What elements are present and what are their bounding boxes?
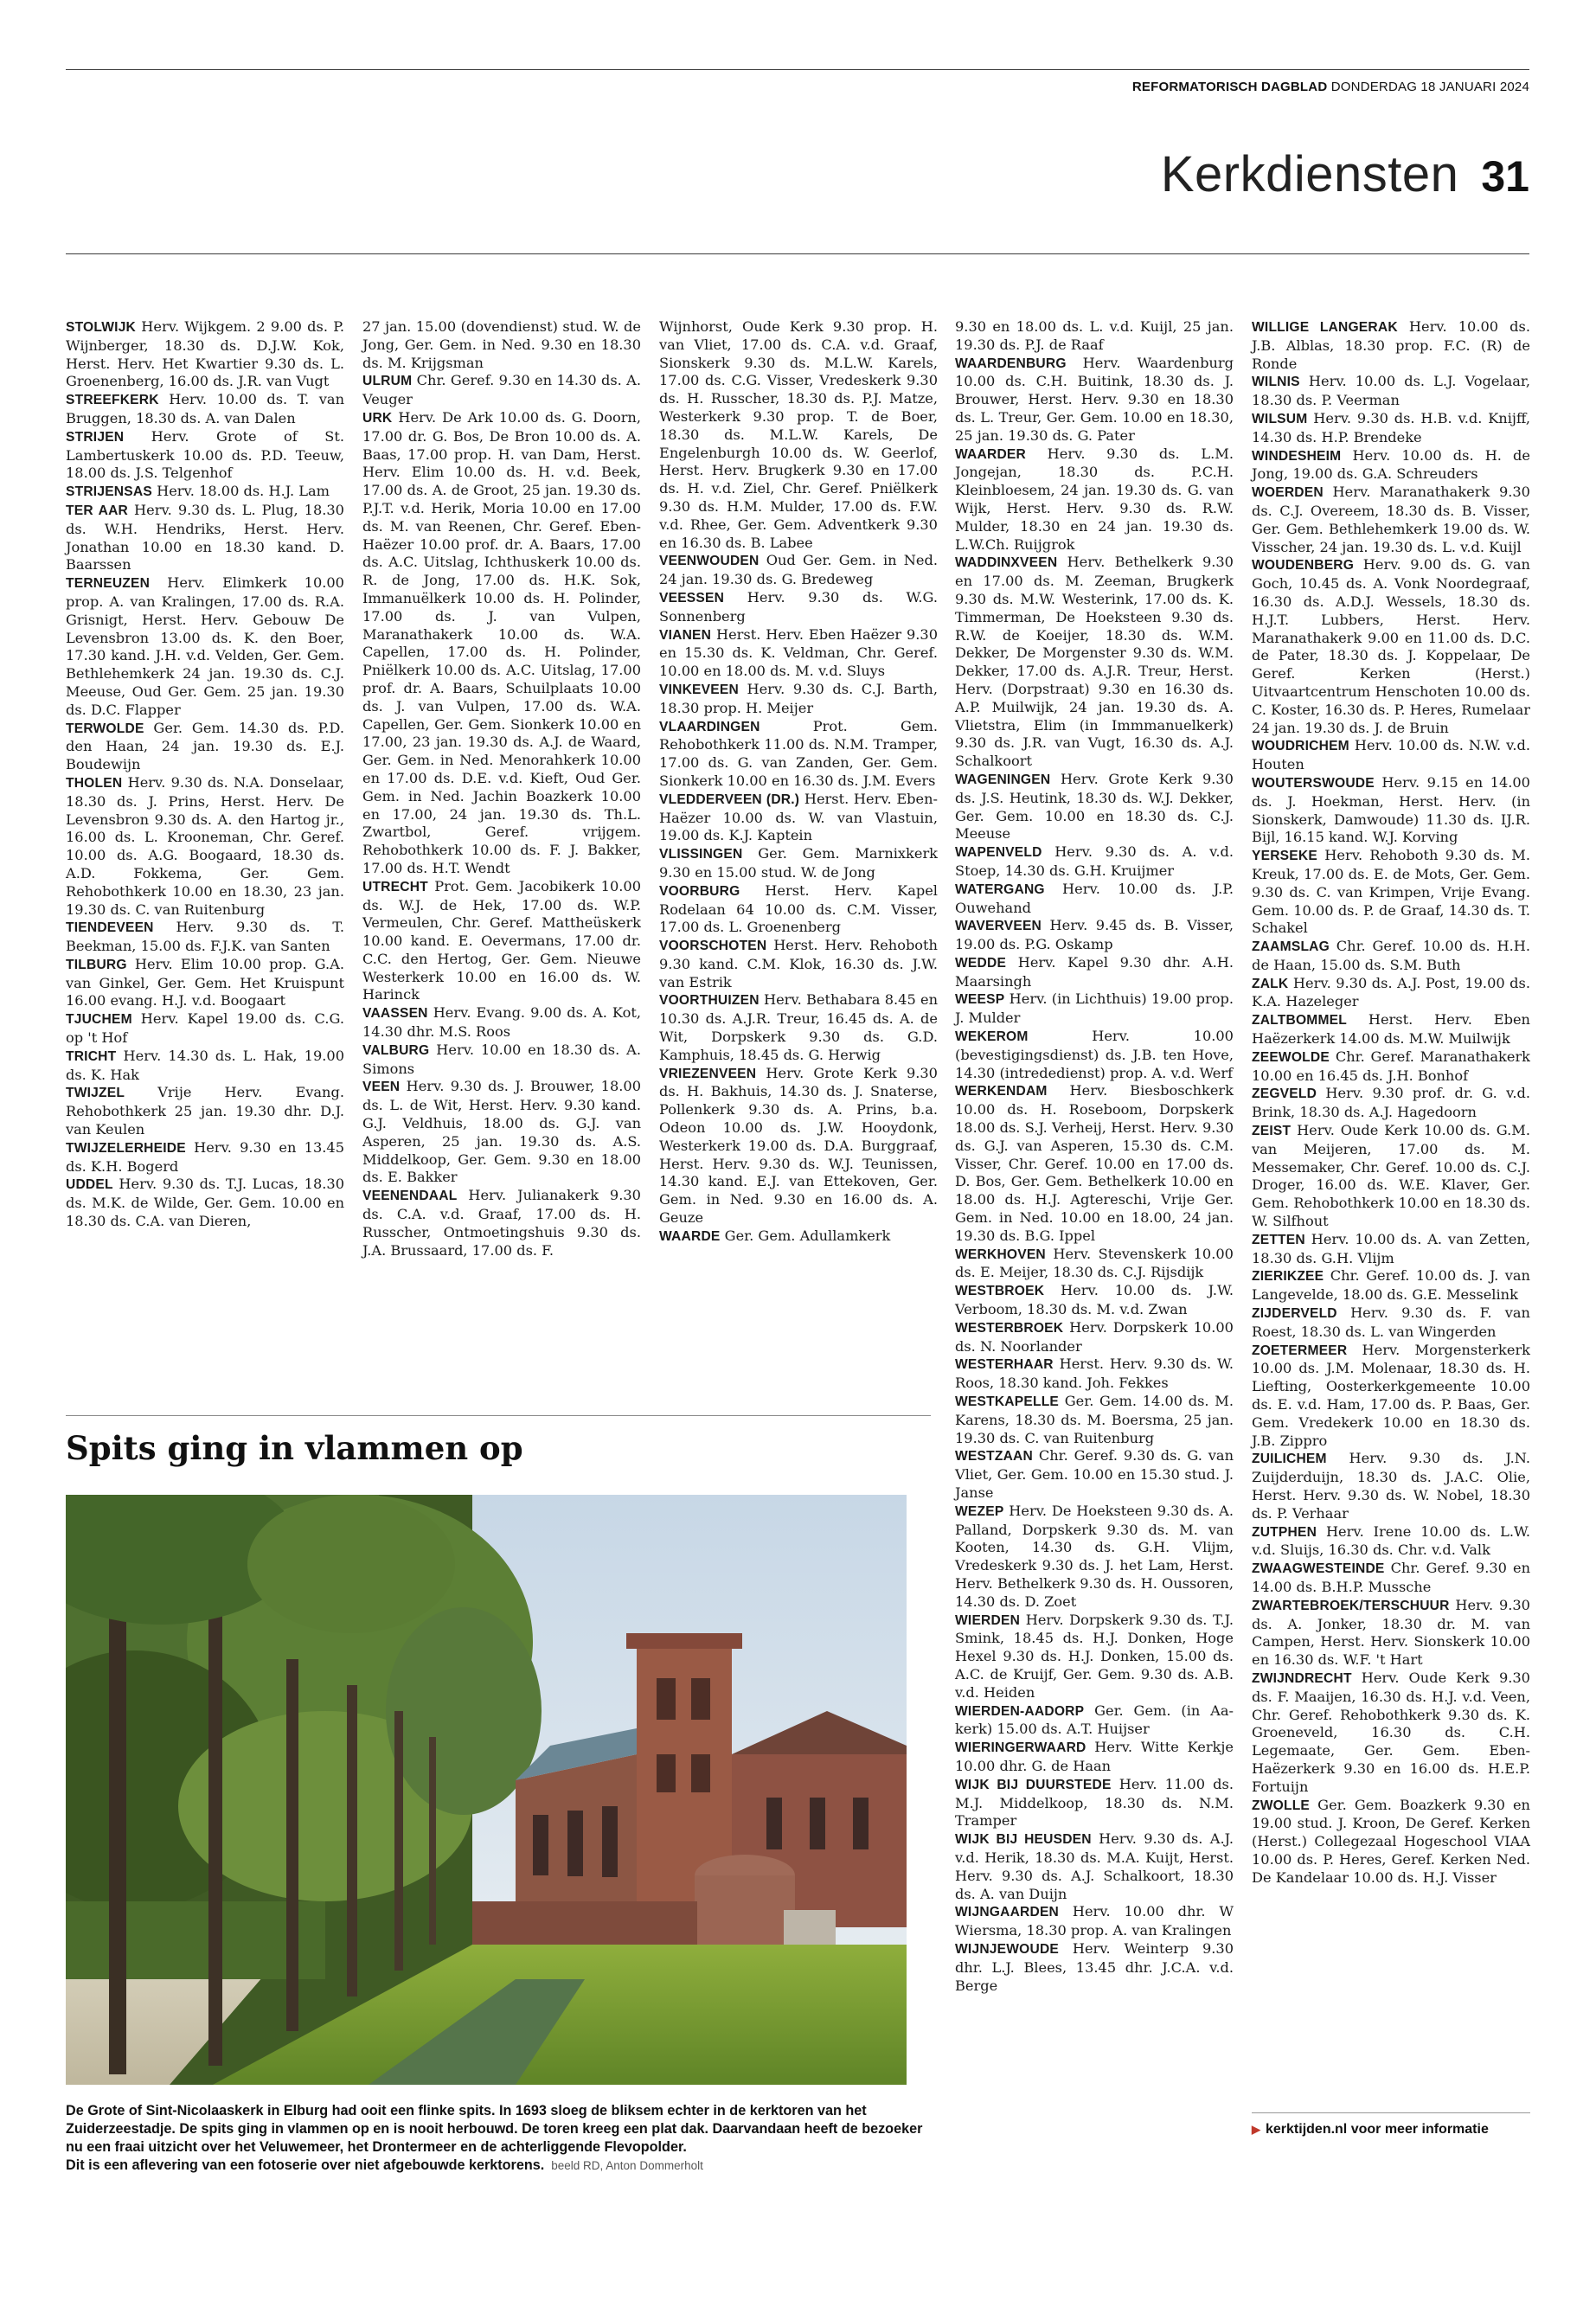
listing-entry	[659, 845, 938, 882]
listing-place: ZEEWOLDE	[1252, 1049, 1330, 1065]
listing-entry	[66, 774, 344, 919]
listing-entry	[362, 1042, 641, 1079]
kerktijden-link[interactable]	[1252, 2122, 1489, 2138]
church-photo	[66, 1495, 907, 2085]
listing-entry	[659, 991, 938, 1064]
listing-entry	[955, 1739, 1234, 1776]
listing-text: Herv. 9.30 ds. N.A. Donselaar, 18.30 ds. J. Prins, Herst. Herv. De Levensbron 9.30 ds. A. den Hartog jr., 16.00 ds. L. Krooneman, Chr. Geref. 10.00 ds. A.G. Boogaard, 18.30 ds. A.D. Fokkema, Ger. Gem. Rehobothkerk 10.00 en 18.30, 23 jan. 19.30 ds. C. van Ruitenburg	[66, 773, 344, 918]
listing-entry	[66, 1084, 344, 1138]
listing-entry	[659, 626, 938, 681]
listing-entry	[1252, 447, 1530, 484]
listing-place: WESTKAPELLE	[955, 1394, 1060, 1410]
listing-place: WESTBROEK	[955, 1284, 1045, 1299]
listing-text: Herv. Wijkgem. 2 9.00 ds. P. Wijnberger, 18.30 ds. D.J.W. Kok, Herst. Herv. Het Kwartier 9.30 ds. L. Groenenberg, 16.00 ds. J.R. van Vugt	[66, 318, 344, 390]
listing-text: Herv. Rehoboth 9.30 ds. M. Kreuk, 17.00 ds. E. de Mots, Ger. Gem. 9.30 ds. C. van Krimpen, Vrije Evang. Gem. 10.00 ds. P. de Graaf, 14.30 ds. T. Schakel	[1252, 847, 1530, 937]
listing-place: VEESSEN	[659, 590, 725, 606]
listing-text: Herv. Oude Kerk 9.30 ds. F. Maaijen, 16.30 ds. H.J. v.d. Veen, Chr. Geref. Rehobothkerk 9.30 ds. K. Groeneveld, 16.30 ds. C.H. Legemaate, Ger. Gem. Eben-Haëzerkerk 9.30 en 16.00 ds. H.E.P. Fortuijn	[1252, 1669, 1530, 1795]
listing-text: Herv. Elim 10.00 prop. G.A. van Ginkel, Ger. Gem. Het Kruispunt 16.00 evang. H.J. v.d. Boogaart	[66, 955, 344, 1009]
listing-column-1	[66, 318, 344, 1231]
listing-text: Vrije Herv. Evang. Rehobothkerk 25 jan. 19.30 dhr. D.J. van Keulen	[66, 1084, 344, 1138]
listing-text: Herst. Herv. 9.30 ds. W. Roos, 18.30 kand. Joh. Fekkes	[955, 1356, 1234, 1392]
listing-entry	[1252, 737, 1530, 774]
listing-place: WOUDENBERG	[1252, 558, 1355, 574]
listing-text: Herv. 9.45 ds. B. Visser, 19.00 ds. P.G. Oskamp	[955, 917, 1234, 953]
listing-place: TERWOLDE	[66, 721, 144, 736]
listing-text: Herv. Bethabara 8.45 en 10.30 ds. A.J.R. Treur, 16.45 ds. A. de Wit, Dorpskerk 9.30 ds. G.D. Kamphuis, 18.45 ds. G. Herwig	[659, 991, 938, 1063]
header-rule	[66, 253, 1529, 254]
listing-text: Herv. 10.00 ds. A. van Zetten, 18.30 ds. G.H. Vlijm	[1252, 1230, 1530, 1266]
listing-place: ZETTEN	[1252, 1232, 1305, 1247]
listing-text: Herv. Grote of St. Lambertuskerk 10.00 ds. P.D. Teeuw, 18.00 ds. J.S. Telgenhof	[66, 427, 345, 482]
listing-place: ZWOLLE	[1252, 1798, 1311, 1813]
listing-entry	[66, 318, 344, 391]
listing-entry	[659, 1065, 938, 1227]
listing-text: Herv. Maranathakerk 9.30 ds. C.J. Overeem, 18.30 ds. B. Visser, Ger. Gem. Bethlehemkerk 19.00 ds. W. Visscher, 24 jan. 19.30 ds. L. v.d. Kuijl	[1252, 484, 1530, 555]
listing-entry	[955, 1246, 1234, 1283]
listing-place: WEESP	[955, 992, 1005, 1008]
listing-place: TWIJZELERHEIDE	[66, 1140, 186, 1156]
listing-place: WILSUM	[1252, 411, 1308, 426]
listing-text: Herv. 10.00 ds. L.J. Vogelaar, 18.30 ds. P. Veerman	[1252, 373, 1530, 409]
listing-text: Herv. 10.00 (bevestigingsdienst) ds. J.B. ten Hove, 14.30 (intrededienst) prop. A. v.d. Werf	[955, 1028, 1234, 1081]
listing-text: Herv. Bethelkerk 9.30 en 17.00 ds. M. Zeeman, Brugkerk 9.30 ds. M.W. Westerink, 17.00 ds. K. Timmerman, De Hoeksteen 9.30 ds. R.W. de Koeijer, 18.30 ds. W.M. Dekker, De Morgenster 9.30 ds. W.M. Dekker, 17.00 ds. A.J.R. Treur, Herst. Herv. (Dorpstraat) 9.30 en 16.30 ds. A.P. Muilwijk, 24 jan. 19.30 ds. A. Vlietstra, Elim (in Immmanuelkerk) 9.30 ds. J.R. van Vugt, 16.30 ds. A.J. Schalkoort	[955, 554, 1234, 770]
listing-text: Herv. Evang. 9.00 ds. A. Kot, 14.30 dhr. M.S. Roos	[362, 1004, 641, 1041]
listing-entry	[1252, 1085, 1530, 1122]
listing-place: WAGENINGEN	[955, 772, 1051, 787]
listing-entry	[362, 1078, 641, 1187]
listing-entry	[362, 1004, 641, 1042]
listing-place: WIJK BIJ HEUSDEN	[955, 1832, 1092, 1848]
listing-entry	[66, 502, 344, 574]
listing-place: VOORSCHOTEN	[659, 939, 767, 954]
listing-entry	[659, 718, 938, 791]
listing-place: WAARDER	[955, 446, 1026, 462]
listing-place: TRICHT	[66, 1048, 117, 1064]
listing-text: Herv. Elimkerk 10.00 prop. A. van Kralingen, 17.00 ds. R.A. Grisnigt, Herst. Herv. Gebouw De Levensbron 13.00 ds. K. den Boer, 17.30 kand. J.H. v.d. Velden, Ger. Gem. Bethlehemkerk 24 jan. 19.30 ds. C.J. Meeuse, Oud Ger. Gem. 25 jan. 19.30 ds. D.C. Flapper	[66, 574, 344, 718]
listing-text: Herv. 9.30 en 13.45 ds. K.H. Bogerd	[66, 1138, 344, 1175]
listing-entry	[659, 318, 938, 552]
masthead	[1132, 80, 1529, 94]
photo-headline: Spits ging in vlammen op	[66, 1429, 523, 1467]
listing-place: VLEDDERVEEN (DR.)	[659, 792, 800, 807]
listing-entry	[955, 1940, 1234, 1995]
listing-text: Herv. 10.00 dhr. W Wiersma, 18.30 prop. A. van Kralingen	[955, 1903, 1234, 1939]
listing-text: Herv. Oude Kerk 10.00 ds. G.M. van Meijeren, 17.00 ds. M. Messemaker, Chr. Geref. 10.00 ds. C.J. Droger, 16.00 ds. W.E. Klaver, Ger. Gem. Rehobothkerk 10.00 en 18.30 ds. W. Silfhout	[1252, 1122, 1530, 1230]
listing-text: Herv. 9.30 ds. A. Jonker, 18.30 dr. M. van Campen, Herst. Herv. Sionskerk 10.00 en 16.30 ds. W.F. 't Hart	[1252, 1596, 1530, 1669]
listing-text: Herv. Julianakerk 9.30 ds. C.A. v.d. Graaf, 17.00 ds. H. Russcher, Ontmoetingshuis 9.30 ds. J.A. Brussaard, 17.00 ds. F.	[362, 1187, 641, 1259]
arrow-right-icon: ▶	[1252, 2123, 1260, 2136]
listing-place: ZIJDERVELD	[1252, 1306, 1337, 1322]
listing-place: VEENENDAAL	[362, 1189, 458, 1204]
listing-entry	[659, 552, 938, 589]
listing-entry	[1252, 1797, 1530, 1888]
listing-entry	[1252, 484, 1530, 556]
listing-place: WOERDEN	[1252, 485, 1324, 501]
listing-entry	[955, 1356, 1234, 1393]
listing-text: 27 jan. 15.00 (dovendienst) stud. W. de Jong, Ger. Gem. in Ned. 9.30 en 18.30 ds. M. Krijgsman	[362, 318, 641, 371]
listing-text: Oud Ger. Gem. in Ned. 24 jan. 19.30 ds. G. Bredeweg	[659, 552, 938, 588]
listing-entry	[1252, 1231, 1530, 1268]
listing-place: STRIJEN	[66, 429, 125, 445]
listing-entry	[1252, 1304, 1530, 1342]
listing-place: WESTZAAN	[955, 1449, 1033, 1465]
listing-place: VAASSEN	[362, 1006, 428, 1022]
listing-place: TJUCHEM	[66, 1012, 132, 1028]
listing-place: WIJNJEWOUDE	[955, 1941, 1060, 1957]
listing-entry	[1252, 1670, 1530, 1797]
listing-text: Herv. 14.30 ds. L. Hak, 19.00 ds. K. Hak	[66, 1047, 344, 1083]
listing-text: Chr. Geref. 10.00 ds. H.H. de Haan, 15.00 ds. S.M. Buth	[1252, 938, 1530, 973]
listing-entry	[362, 409, 641, 878]
listing-entry	[1252, 373, 1530, 410]
listing-place: WAARDENBURG	[955, 356, 1067, 371]
listing-text: Herv. 9.30 ds. H.B. v.d. Knijff, 14.30 ds. H.P. Brendeke	[1252, 409, 1530, 445]
photo-caption	[66, 2102, 931, 2175]
listing-text: Herv. 9.00 ds. G. van Goch, 10.45 ds. A. Vonk Noordegraaf, 16.30 ds. A.D.J. Wessels, 18.30 ds. H.J.T. Lubbers, Herst. Herv. Maranathakerk 9.00 en 11.00 ds. D.C. de Pater, 18.30 ds. J. Koppelaar, De Geref. Kerken (Herst.) Uitvaartcentrum Henschoten 10.00 ds. C. Koster, 16.30 ds. P. Heres, Rumelaar 24 jan. 19.30 ds. J. de Bruin	[1252, 556, 1530, 736]
listing-place: YERSEKE	[1252, 849, 1317, 864]
section-title: Kerkdiensten	[1160, 146, 1459, 202]
listing-entry	[659, 1227, 938, 1247]
listing-entry	[362, 878, 641, 1005]
listing-place: WEKEROM	[955, 1029, 1029, 1045]
listing-entry	[66, 391, 344, 428]
listing-column-5	[1252, 318, 1530, 1888]
listing-text: Herv. 9.30 ds. L.M. Jongejan, 18.30 ds. P.C.H. Kleinbloesem, 24 jan. 19.30 ds. G. van Wijk, Herst. Herv. 9.30 ds. R.W. Mulder, 18.30 en 24 jan. 19.30 ds. L.W.Ch. Ruijgrok	[955, 445, 1234, 553]
listing-place: WILLIGE LANGERAK	[1252, 320, 1398, 335]
listing-entry	[1252, 1267, 1530, 1304]
listing-place: WADDINXVEEN	[955, 555, 1058, 571]
listing-entry	[955, 990, 1234, 1028]
listing-text: Herv. 9.30 ds. L. Plug, 18.30 ds. W.H. Hendriks, Herst. Herv. Jonathan 10.00 en 18.30 kand. D. Baarssen	[66, 501, 344, 574]
listing-place: WILNIS	[1252, 375, 1300, 390]
listing-entry	[66, 574, 344, 719]
listing-place: TILBURG	[66, 957, 127, 972]
listing-place: VLISSINGEN	[659, 847, 743, 862]
listing-entry	[659, 791, 938, 845]
listing-text: Herv. 9.30 ds. J. Brouwer, 18.00 ds. L. de Wit, Herst. Herv. 9.30 kand. G.J. Veldhuis, 18.00 ds. G.J. van Asperen, 25 jan. 19.30 ds. A.S. Middelkoop, Ger. Gem. 9.30 en 18.00 ds. E. Bakker	[362, 1078, 641, 1186]
footer-rule	[1252, 2112, 1530, 2113]
listing-place: ULRUM	[362, 374, 413, 389]
listing-place: TER AAR	[66, 503, 128, 518]
listing-text: Herv. Kapel 19.00 ds. C.G. op 't Hof	[66, 1010, 345, 1047]
listing-column-4	[955, 318, 1234, 1995]
listing-text: 9.30 en 18.00 ds. L. v.d. Kuijl, 25 jan. 19.30 ds. P.J. de Raaf	[955, 318, 1234, 353]
listing-text: Herst. Herv. Kapel Rodelaan 64 10.00 ds. C.M. Visser, 17.00 ds. L. Groenenberg	[659, 881, 938, 936]
listing-place: WERKENDAM	[955, 1084, 1048, 1099]
listing-entry	[1252, 1342, 1530, 1451]
listing-entry	[66, 1010, 344, 1048]
paper-name: REFORMATORISCH DAGBLAD	[1131, 80, 1328, 94]
listing-place: THOLEN	[66, 775, 123, 791]
listing-entry	[66, 720, 344, 774]
listing-place: VIANEN	[659, 627, 712, 643]
listing-text: Herv. 9.30 ds. A. v.d. Stoep, 14.30 ds. G.H. Kruijmer	[955, 843, 1234, 879]
listing-entry	[66, 919, 344, 956]
listing-place: WIERDEN	[955, 1612, 1021, 1628]
listing-place: WAARDE	[659, 1228, 721, 1244]
listing-place: VEENWOUDEN	[659, 554, 760, 569]
listing-entry	[955, 1830, 1234, 1903]
listing-place: ZALK	[1252, 976, 1289, 991]
listing-place: STREEFKERK	[66, 393, 159, 408]
listing-text: Herv. Weinterp 9.30 dhr. L.J. Blees, 13.45 dhr. J.C.A. v.d. Berge	[955, 1939, 1234, 1994]
listing-text: Herv. De Ark 10.00 ds. G. Doorn, 17.00 dr. G. Bos, De Bron 10.00 ds. A. Baas, 17.00 prop. H. van Dam, Herst. Herv. Elim 10.00 ds. H. v.d. Beek, 17.00 ds. A. de Groot, 25 jan. 19.30 ds. P.J.T. v.d. Herik, Moria 10.00 en 17.00 ds. M. van Reenen, Chr. Geref. Eben-Haëzer 10.00 prof. dr. A. Baars, 17.00 ds. A.C. Uitslag, Ichthuskerk 10.00 ds. R. de Jong, 17.00 ds. H.K. Sok, Immanuëlkerk 10.00 ds. H. Polinder, 17.00 ds. J. van Vulpen, Maranathakerk 10.00 ds. W.A. Capellen, 17.00 ds. H. Polinder, Pniëlkerk 10.00 ds. A.C. Uitslag, 17.00 prof. dr. A. Baars, Schuilplaats 10.00 ds. J. van Vulpen, 17.00 ds. W.A. Capellen, Ger. Gem. Sionkerk 10.00 en 17.00, 23 jan. 19.30 ds. A.J. de Waard, Ger. Gem. in Ned. Menorahkerk 10.00 en 17.00 ds. D.E. v.d. Kieft, Oud Ger. Gem. in Ned. Jachin Boazkerk 10.00 en 17.00, 24 jan. 19.30 ds. Th.L. Zwartbol, Geref. vrijgem. Rehobothkerk 10.00 ds. F. J. Bakker, 17.00 ds. H.T. Wendt	[362, 408, 642, 876]
listing-entry	[659, 882, 938, 937]
listing-entry	[955, 1028, 1234, 1082]
listing-text: Herv. 10.00 ds. H. de Jong, 19.00 ds. G.A. Schreuders	[1252, 446, 1530, 483]
listing-entry	[955, 1082, 1234, 1245]
listing-place: STRIJENSAS	[66, 484, 152, 500]
listing-place: VOORTHUIZEN	[659, 993, 760, 1009]
listing-text: Ger. Gem. 14.00 ds. M. Karens, 18.30 ds. M. Boersma, 25 jan. 19.30 ds. C. van Ruitenburg	[955, 1393, 1234, 1446]
listing-entry	[955, 1282, 1234, 1319]
listing-entry	[955, 843, 1234, 881]
listing-text: Herv. 9.15 en 14.00 ds. J. Hoekman, Herst. Herv. (in Sionskerk, Damwoude) 11.30 ds. IJ.R. Bijl, 16.15 kand. W.J. Korving	[1252, 773, 1530, 846]
listing-column-3	[659, 318, 938, 1247]
listing-place: ZIERIKZEE	[1252, 1269, 1324, 1285]
listing-text: Herv. 9.30 ds. T.J. Lucas, 18.30 ds. M.K. de Wilde, Ger. Gem. 10.00 en 18.30 ds. C.A. van Dieren,	[66, 1176, 344, 1230]
listing-entry	[66, 1139, 344, 1176]
listing-entry	[955, 1319, 1234, 1356]
listing-text: Herv. Grote Kerk 9.30 ds. J.S. Heutink, 18.30 ds. W.J. Dekker, Ger. Gem. 10.00 en 18.30 ds. C.J. Meeuse	[955, 770, 1234, 843]
listing-place: TERNEUZEN	[66, 576, 151, 592]
listing-place: WEDDE	[955, 955, 1007, 971]
listing-place: UDDEL	[66, 1177, 113, 1193]
listing-text: Herst. Herv. Eben Haëzerkerk 14.00 ds. M.W. Muilwijk	[1252, 1011, 1530, 1048]
kerktijden-link-text[interactable]: kerktijden.nl voor meer informatie	[1266, 2122, 1489, 2137]
listing-text: Ger. Gem. Marnixkerk 9.30 en 15.00 stud. W. de Jong	[659, 845, 938, 881]
listing-place: ZWIJNDRECHT	[1252, 1670, 1352, 1686]
listing-place: URK	[362, 410, 393, 426]
listing-entry	[66, 1048, 344, 1085]
listing-text: Ger. Gem. Adullamkerk	[724, 1227, 891, 1244]
listing-entry	[1252, 1597, 1530, 1670]
listing-entry	[955, 954, 1234, 991]
caption-text: De Grote of Sint-Nicolaaskerk in Elburg had ooit een flinke spits. In 1693 sloeg de bliksem echter in de kerktoren van het Zuiderzeestadje. De spits ging in vlammen op en is nooit herbouwd. De toren kreeg een plat dak. Daarvandaan heeft de bezoeker nu een fraai uitzicht over het Veluwemeer, het Drontermeer en de achterliggende Flevopolder.	[66, 2103, 923, 2155]
top-rule	[66, 69, 1529, 70]
listing-text: Herv. 9.30 prof. dr. G. v.d. Brink, 18.30 ds. A.J. Hagedoorn	[1252, 1085, 1530, 1121]
listing-place: WESTERBROEK	[955, 1320, 1064, 1336]
listing-text: Herst. Herv. Eben Haëzer 9.30 en 15.30 ds. K. Veldman, Chr. Geref. 10.00 en 18.00 ds. M. v.d. Sluys	[659, 625, 938, 680]
listing-entry	[66, 956, 344, 1010]
listing-text: Ger. Gem. Boazkerk 9.30 en 19.00 stud. J. Kroon, De Geref. Kerken (Herst.) Collegezaal Hogeschool VIAA 10.00 ds. P. Heres, Geref. Kerken Ned. De Kandelaar 10.00 ds. H.J. Visser	[1252, 1796, 1530, 1886]
listing-text: Herv. Biesboschkerk 10.00 ds. H. Roseboom, Dorpskerk 18.00 ds. S.J. Verheij, Herst. Herv. 9.30 ds. G.J. van Asperen, 15.30 ds. C.M. Visser, Chr. Geref. 10.00 en 17.00 ds. D. Bos, Ger. Gem. Bethelkerk 10.00 en 18.00 ds. H.J. Agtereschi, Vrije Ger. Gem. in Ned. 10.00 en 18.00, 24 jan. 19.30 ds. B.G. Ippel	[955, 1082, 1234, 1244]
caption-series-note	[66, 2157, 931, 2175]
listing-text: Herv. 11.00 ds. M.J. Middelkoop, 18.30 ds. N.M. Tramper	[955, 1775, 1234, 1830]
listing-text: Herv. 10.00 en 18.30 ds. A. Simons	[362, 1041, 641, 1077]
listing-text: Herv. Morgensterkerk 10.00 ds. J.M. Molenaar, 18.30 ds. H. Liefting, Oosterkerkgemeente 10.00 ds. E. v.d. Ham, 17.00 ds. P. Baas, Ger. Gem. Vredekerk 10.00 en 18.30 ds. J.B. Zippro	[1252, 1341, 1530, 1449]
listing-entry	[362, 372, 641, 409]
listing-text: Herv. 18.00 ds. H.J. Lam	[157, 483, 330, 500]
listing-text: Herv. Witte Kerkje 10.00 dhr. G. de Haan	[955, 1739, 1234, 1774]
listing-entry	[955, 445, 1234, 554]
listing-entry	[1252, 1560, 1530, 1597]
listing-text: Ger. Gem. (in Aa-kerk) 15.00 ds. A.T. Huijser	[955, 1702, 1234, 1738]
listing-entry	[1252, 1048, 1530, 1086]
listing-entry	[1252, 318, 1530, 373]
listing-text: Herv. 9.30 ds. A.J. Post, 19.00 ds. K.A. Hazeleger	[1252, 974, 1530, 1010]
listing-text: Herv. Grote Kerk 9.30 ds. H. Bakhuis, 14.30 ds. J. Snaterse, Pollenkerk 9.30 ds. A. Prins, b.a. Odeon 10.00 ds. J.W. Hooydonk, Westerkerk 19.00 ds. D.A. Burggraaf, Herst. Herv. 9.30 ds. W.J. Teunissen, 14.30 kand. E.J. van Ettekoven, Ger. Gem. in Ned. 9.30 en 16.00 ds. A. Geuze	[659, 1064, 938, 1227]
page-number: 31	[1481, 152, 1529, 201]
listing-place: ZOETERMEER	[1252, 1343, 1348, 1358]
listing-entry	[659, 681, 938, 718]
listing-entry	[1252, 1122, 1530, 1231]
listing-text: Herv. Dorpskerk 10.00 ds. N. Noorlander	[955, 1318, 1234, 1355]
listing-entry	[659, 937, 938, 991]
listing-text: Herst. Herv. Eben-Haëzer 10.00 ds. W. van Vlastuin, 19.00 ds. K.J. Kaptein	[659, 790, 938, 844]
listing-text: Chr. Geref. 9.30 en 14.00 ds. B.H.P. Mussche	[1252, 1560, 1530, 1595]
listing-text: Herv. De Hoeksteen 9.30 ds. A. Palland, Dorpskerk 9.30 ds. M. van Kooten, 14.30 ds. G.H. Vlijm, Vredeskerk 9.30 ds. J. het Lam, Herst. Herv. Bethelkerk 9.30 ds. H. Oussoren, 14.30 ds. D. Zoet	[955, 1502, 1234, 1610]
listing-place: WEZEP	[955, 1503, 1004, 1519]
listing-place: WERKHOVEN	[955, 1247, 1046, 1262]
listing-entry	[955, 554, 1234, 771]
listing-entry	[66, 1176, 344, 1230]
listing-entry	[955, 1702, 1234, 1740]
photo-credit: beeld RD, Anton Dommerholt	[551, 2159, 703, 2172]
listing-place: VEEN	[362, 1080, 401, 1095]
listing-place: ZWARTEBROEK/TERSCHUUR	[1252, 1598, 1450, 1613]
listing-place: VOORBURG	[659, 883, 740, 899]
listing-text: Herv. 9.30 ds. T. Beekman, 15.00 ds. F.J.K. van Santen	[66, 919, 344, 955]
listing-place: ZEGVELD	[1252, 1086, 1317, 1102]
listing-entry	[659, 589, 938, 626]
listing-entry	[1252, 410, 1530, 447]
listing-place: ZALTBOMMEL	[1252, 1013, 1347, 1029]
listing-text: Herv. 10.00 ds. J.P. Ouwehand	[955, 880, 1234, 916]
listing-entry	[362, 318, 641, 372]
series-note-text: Dit is een aflevering van een fotoserie over niet afgebouwde kerktorens.	[66, 2157, 545, 2173]
listing-place: VINKEVEEN	[659, 682, 739, 697]
listing-place: ZEIST	[1252, 1124, 1292, 1139]
listing-place: ZWAAGWESTEINDE	[1252, 1561, 1385, 1577]
listing-place: WIERDEN-AADORP	[955, 1703, 1085, 1719]
listing-place: WATERGANG	[955, 881, 1045, 897]
listing-text: Herv. 10.00 ds. N.W. v.d. Houten	[1252, 737, 1530, 773]
listing-text: Prot. Gem. Jacobikerk 10.00 ds. W.J. de Hek, 17.00 ds. W.P. Vermeulen, Chr. Geref. Mattheüskerk 10.00 kand. E. Oevermans, 17.00 dr. C.C. den Hertog, Ger. Gem. Nieuwe Westerkerk 10.00 en 16.00 ds. W. Harinck	[362, 877, 641, 1003]
listing-text: Chr. Geref. 10.00 ds. J. van Langevelde, 18.00 ds. G.E. Messelink	[1252, 1267, 1530, 1304]
listing-place: TWIJZEL	[66, 1086, 125, 1101]
listing-place: WINDESHEIM	[1252, 448, 1342, 464]
listing-entry	[362, 1187, 641, 1259]
listing-place: WAPENVELD	[955, 845, 1042, 861]
listing-entry	[955, 355, 1234, 445]
listing-place: ZUTPHEN	[1252, 1524, 1317, 1540]
listing-entry	[1252, 556, 1530, 737]
listing-text: Herv. Dorpskerk 9.30 ds. T.J. Smink, 18.45 ds. H.J. Donken, Hoge Hexel 9.30 ds. H.J. Donken, 15.00 ds. A.C. de Kruijf, Ger. Gem. 9.30 ds. A.B. v.d. Heiden	[955, 1611, 1234, 1701]
section-header	[1161, 145, 1529, 203]
listing-entry	[1252, 847, 1530, 938]
listing-entry	[955, 917, 1234, 954]
listing-text: Herv. 10.00 ds. T. van Bruggen, 18.30 ds. A. van Dalen	[66, 391, 344, 426]
listing-text: Prot. Gem. Rehobothkerk 11.00 ds. N.M. Tramper, 17.00 ds. G. van Zanden, Ger. Gem. Sionkerk 10.00 en 16.30 ds. J.M. Evers	[659, 717, 938, 789]
listing-text: Herv. 9.30 ds. C.J. Barth, 18.30 prop. H. Meijer	[659, 680, 938, 716]
listing-entry	[1252, 1011, 1530, 1048]
listing-entry	[955, 1393, 1234, 1447]
listing-text: Herv. 10.00 ds. J.W. Verboom, 18.30 ds. M. v.d. Zwan	[955, 1282, 1234, 1318]
listing-text: Herst. Herv. Rehoboth 9.30 kand. C.M. Klok, 16.30 ds. J.W. van Estrik	[659, 937, 938, 990]
listing-entry	[955, 318, 1234, 355]
listing-place: WIJNGAARDEN	[955, 1905, 1060, 1920]
listing-place: UTRECHT	[362, 879, 428, 894]
listing-place: ZAAMSLAG	[1252, 939, 1330, 955]
listing-entry	[1252, 1450, 1530, 1522]
listing-column-2	[362, 318, 641, 1259]
listing-entry	[955, 1612, 1234, 1702]
listing-text: Herv. 10.00 ds. J.B. Alblas, 18.30 prop. F.C. (R) de Ronde	[1252, 318, 1530, 372]
listing-place: WESTERHAAR	[955, 1357, 1054, 1373]
listing-entry	[955, 1903, 1234, 1940]
listing-text: Herv. (in Lichthuis) 19.00 prop. J. Mulder	[955, 990, 1234, 1027]
listing-text: Chr. Geref. 9.30 ds. G. van Vliet, Ger. Gem. 10.00 en 15.30 stud. J. Janse	[955, 1447, 1234, 1501]
listing-text: Herv. 9.30 ds. A.J. v.d. Herik, 18.30 ds. M.A. Kuijt, Herst. Herv. 9.30 ds. A.J. Schalkoort, 18.30 ds. A. van Duijn	[955, 1830, 1234, 1902]
listing-text: Herv. Kapel 9.30 dhr. A.H. Maarsingh	[955, 953, 1234, 990]
listing-text: Chr. Geref. Maranathakerk 10.00 en 16.45 ds. J.H. Bonhof	[1252, 1048, 1530, 1084]
listing-text: Herv. 9.30 ds. J.N. Zuijderduijn, 18.30 ds. J.A.C. Olie, Herst. Herv. 9.30 ds. W. Nobel, 18.30 ds. P. Verhaar	[1252, 1450, 1530, 1522]
listing-entry	[66, 428, 344, 483]
listing-text: Herv. Irene 10.00 ds. L.W. v.d. Sluijs, 16.30 ds. Chr. v.d. Valk	[1252, 1522, 1530, 1559]
listing-text: Herv. Stevenskerk 10.00 ds. E. Meijer, 18.30 ds. C.J. Rijsdijk	[955, 1245, 1234, 1281]
listing-entry	[1252, 774, 1530, 847]
listing-place: WAVERVEEN	[955, 919, 1042, 934]
listing-entry	[1252, 975, 1530, 1012]
listing-text: Chr. Geref. 9.30 en 14.30 ds. A. Veuger	[362, 372, 641, 408]
listing-entry	[955, 1503, 1234, 1612]
listing-place: VRIEZENVEEN	[659, 1066, 757, 1081]
listing-place: WOUTERSWOUDE	[1252, 775, 1375, 791]
listing-entry	[955, 1776, 1234, 1830]
listing-entry	[955, 1447, 1234, 1502]
listing-entry	[1252, 938, 1530, 975]
listing-entry	[1252, 1523, 1530, 1561]
issue-date: DONDERDAG 18 JANUARI 2024	[1330, 80, 1529, 94]
listing-place: VLAARDINGEN	[659, 719, 760, 734]
listing-entry	[955, 881, 1234, 918]
listing-place: VALBURG	[362, 1042, 430, 1058]
listing-place: WOUDRICHEM	[1252, 739, 1349, 754]
listing-place: WIERINGERWAARD	[955, 1740, 1086, 1756]
photo-rule	[66, 1415, 931, 1416]
listing-text: Wijnhorst, Oude Kerk 9.30 prop. H. van Vliet, 17.00 ds. C.A. v.d. Graaf, Sionskerk 9.30 ds. M.L.W. Karels, 17.00 ds. C.G. Visser, Vredeskerk 9.30 ds. H. Russcher, 18.30 ds. P.J. Matze, Westerkerk 9.30 prop. T. de Boer, 18.30 ds. M.L.W. Karels, De Engelenburgh 10.00 ds. W. Geerlof, Herst. Herv. Brugkerk 9.30 en 17.00 ds. H. v.d. Ziel, Chr. Geref. Pniëlkerk 9.30 ds. H.M. Mulder, 17.00 ds. F.W. v.d. Rhee, Ger. Gem. Adventkerk 9.30 en 16.30 ds. B. Labee	[659, 318, 938, 551]
listing-place: STOLWIJK	[66, 320, 137, 335]
listing-place: TIENDEVEEN	[66, 920, 154, 936]
listing-text: Herv. 9.30 ds. F. van Roest, 18.30 ds. L. van Wingerden	[1252, 1304, 1530, 1340]
listing-text: Herv. 9.30 ds. W.G. Sonnenberg	[659, 588, 938, 625]
listing-text: Herv. Waardenburg 10.00 ds. C.H. Buitink, 18.30 ds. J. Brouwer, Herst. Herv. 9.30 en 18.30 ds. L. Treur, Ger. Gem. 10.00 en 18.30, 25 jan. 19.30 ds. G. Pater	[955, 354, 1234, 444]
listing-entry	[955, 771, 1234, 843]
listing-place: WIJK BIJ DUURSTEDE	[955, 1777, 1112, 1792]
listing-text: Ger. Gem. 14.30 ds. P.D. den Haan, 24 jan. 19.30 ds. E.J. Boudewijn	[66, 719, 344, 773]
listing-place: ZUILICHEM	[1252, 1452, 1327, 1467]
listing-entry	[66, 483, 344, 502]
